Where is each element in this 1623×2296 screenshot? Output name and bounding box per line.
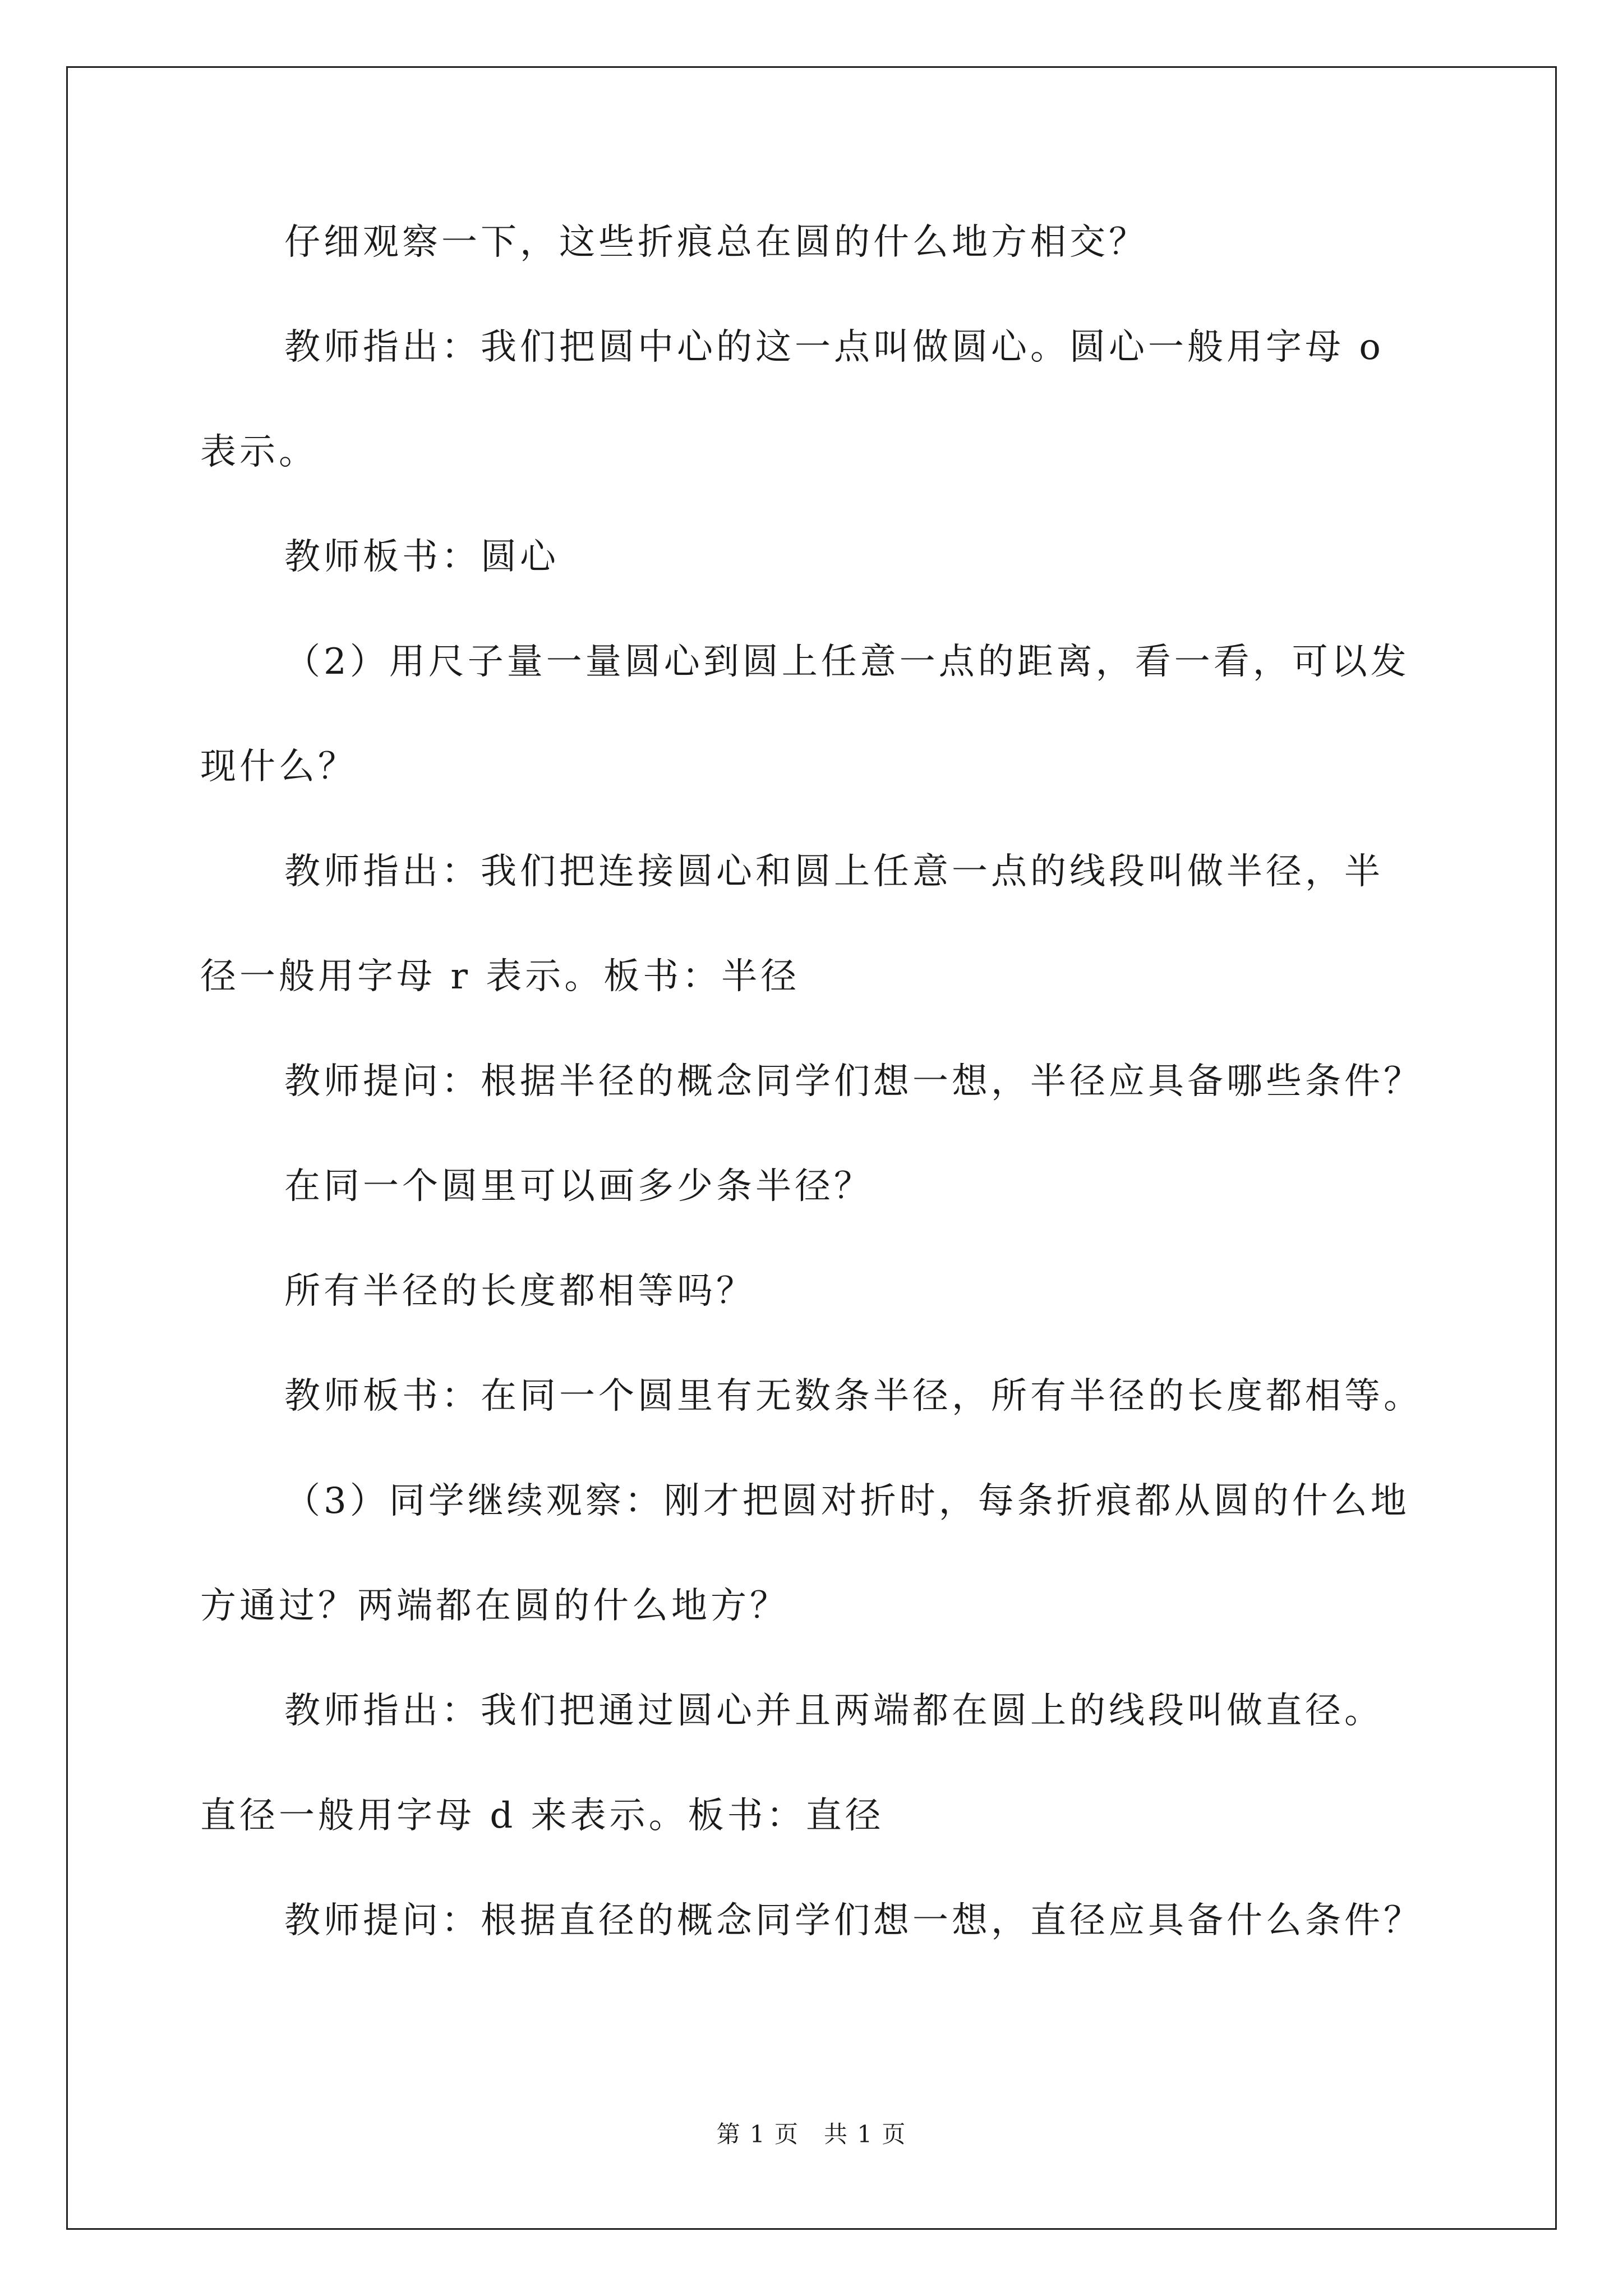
- paragraph-line: 教师提问：根据直径的概念同学们想一想，直径应具备什么条件？: [284, 1900, 1423, 1941]
- paragraph-line: 所有半径的长度都相等吗？: [284, 1271, 755, 1312]
- paragraph-line: 仔细观察一下，这些折痕总在圆的什么地方相交？: [284, 222, 1148, 263]
- paragraph-line: 教师板书：在同一个圆里有无数条半径，所有半径的长度都相等。: [284, 1375, 1423, 1417]
- paragraph-line: 教师指出：我们把通过圆心并且两端都在圆上的线段叫做直径。: [284, 1690, 1384, 1732]
- paragraph-line: 直径一般用字母 d 来表示。板书：直径: [200, 1795, 884, 1837]
- paragraph-line: 径一般用字母 r 表示。板书：半径: [200, 956, 800, 997]
- page-number-footer: 第 1 页 共 1 页: [716, 2120, 907, 2148]
- paragraph-line: 表示。: [200, 431, 318, 473]
- paragraph-line: 方通过？两端都在圆的什么地方？: [200, 1585, 789, 1627]
- paragraph-line: （2）用尺子量一量圆心到圆上任意一点的距离，看一看，可以发: [284, 641, 1410, 683]
- paragraph-line: 教师指出：我们把连接圆心和圆上任意一点的线段叫做半径，半: [284, 851, 1384, 892]
- paragraph-line: （3）同学继续观察：刚才把圆对折时，每条折痕都从圆的什么地: [284, 1480, 1410, 1522]
- paragraph-line: 教师指出：我们把圆中心的这一点叫做圆心。圆心一般用字母 o: [284, 326, 1384, 368]
- paragraph-line: 现什么？: [200, 746, 357, 788]
- paragraph-line: 教师板书：圆心: [284, 536, 559, 578]
- paragraph-line: 在同一个圆里可以画多少条半径？: [284, 1166, 873, 1207]
- paragraph-line: 教师提问：根据半径的概念同学们想一想，半径应具备哪些条件？: [284, 1061, 1423, 1102]
